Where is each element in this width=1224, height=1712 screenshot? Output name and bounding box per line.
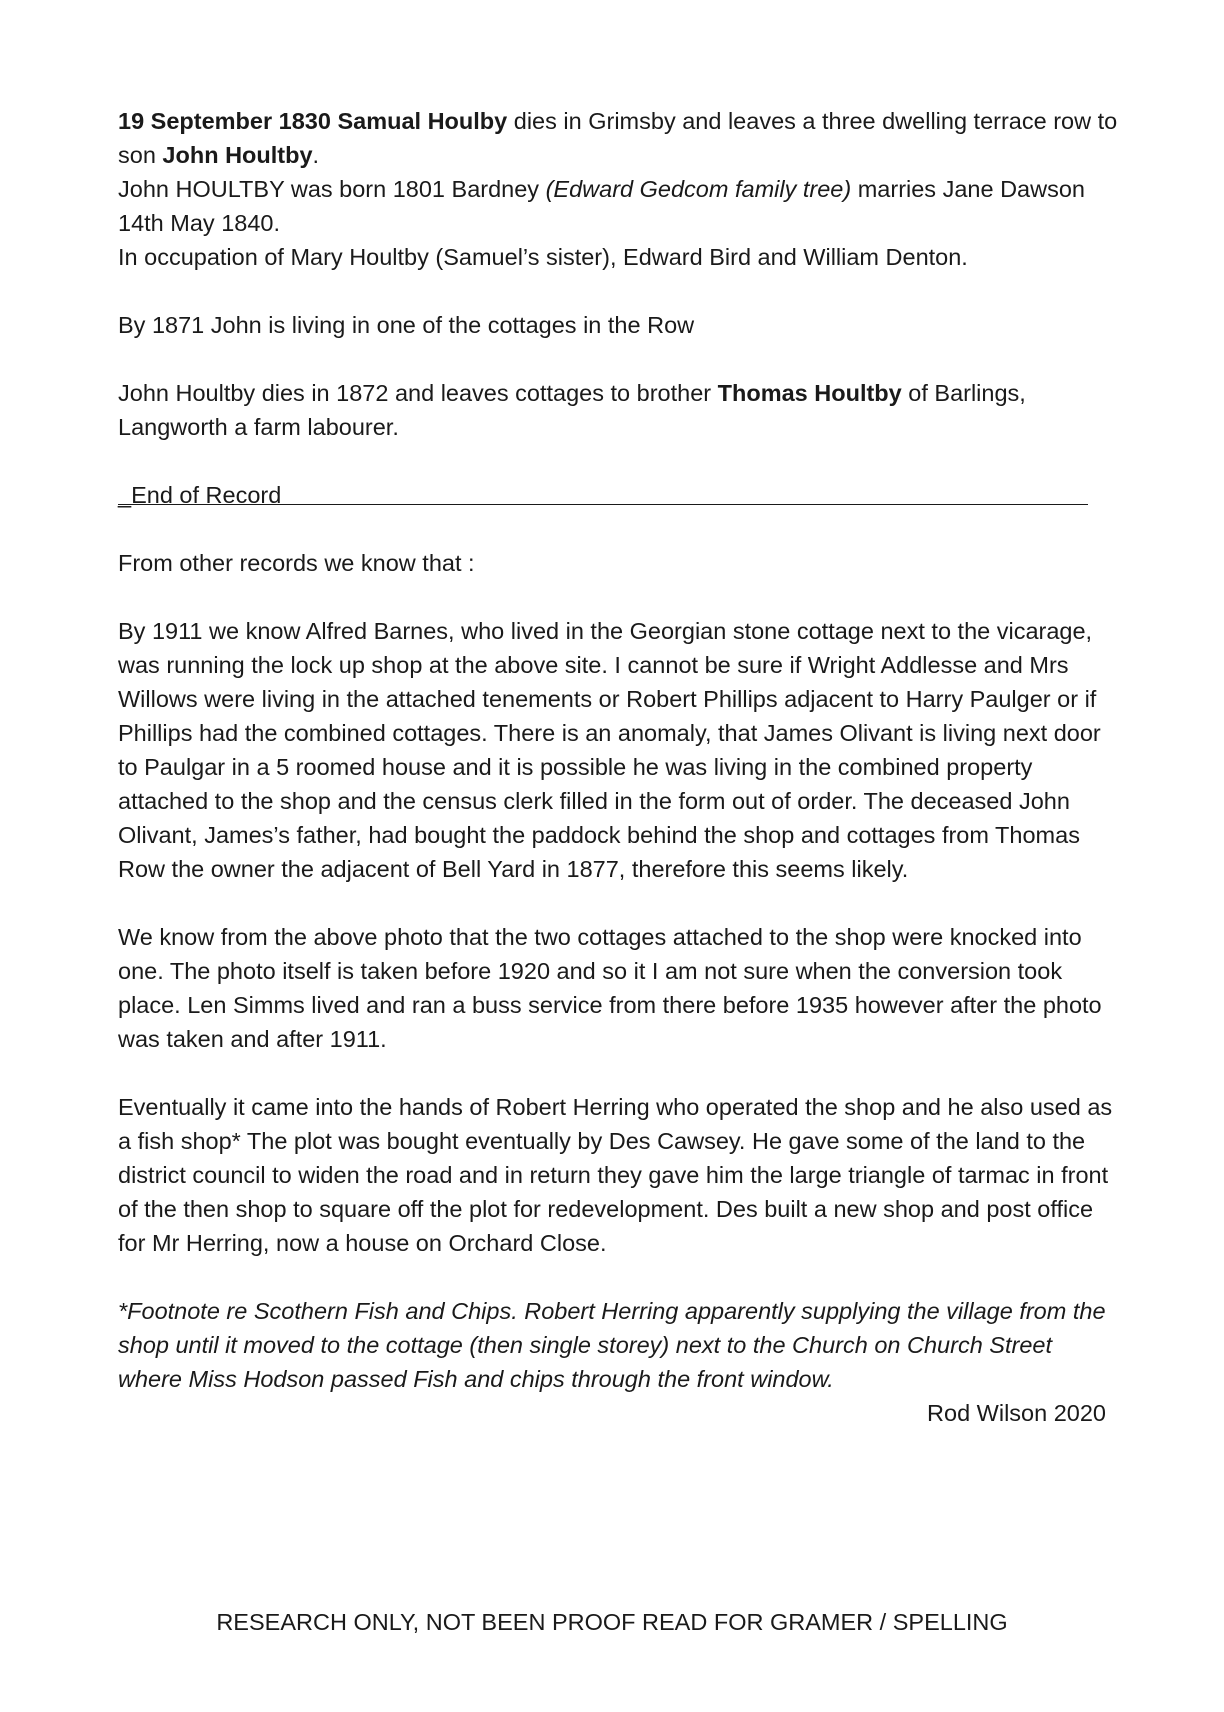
spacer — [118, 1056, 1118, 1090]
spacer — [118, 886, 1118, 920]
record-text: dies in Grimsby and leaves a three dwelling terrace row to son — [118, 108, 1118, 168]
disclaimer-footer: RESEARCH ONLY, NOT BEEN PROOF READ FOR GRAMER / SPELLING — [216, 1609, 1008, 1635]
birth-source: (Edward Gedcom family tree) — [545, 176, 852, 202]
spacer — [118, 274, 1118, 308]
record-birth-line — [118, 172, 1118, 240]
birth-text: John HOULTBY was born 1801 Bardney — [118, 176, 546, 202]
paragraph-photo: We know from the above photo that the two cottages attached to the shop were knocked into one. The photo itself is taken before 1920 and so it I am not sure when the conversion took place. Len Simms lived and ran a buss service from there before 1935 however after the photo was taken and after 1911. — [118, 924, 1102, 1052]
record-person-john: John Houltby — [162, 142, 313, 168]
paragraph-1911: By 1911 we know Alfred Barnes, who lived in the Georgian stone cottage next to the vicarage, was running the lock up shop at the above site. I cannot be sure if Wright Addlesse and Mrs Willows were living in the attached tenements or Robert Phillips adjacent to Harry Paulger or if Phillips had the combined cottages. There is an anomaly, that James Olivant is living next door to Paulgar in a 5 roomed house and it is possible he was living in the combined property attached to the shop and the census clerk filled in the form out of order. The deceased John Olivant, James’s father, had bought the paddock behind the shop and cottages from Thomas Row the owner the adjacent of Bell Yard in 1877, therefore this seems likely. — [118, 618, 1101, 882]
spacer — [118, 512, 1118, 546]
birth-marriage: marries Jane Dawson 14th May 1840. — [118, 176, 1085, 236]
record-text-end: . — [312, 142, 320, 168]
spacer — [118, 444, 1118, 478]
end-of-record-label: _End of Record — [118, 482, 282, 508]
record-paragraph — [118, 104, 1118, 172]
document-body — [118, 104, 1118, 1430]
record-date: 19 September 1830 — [118, 108, 331, 134]
other-records-intro: From other records we know that : — [118, 550, 475, 576]
record-occupation-line: In occupation of Mary Houltby (Samuel’s sister), Edward Bird and William Denton. — [118, 244, 968, 270]
author-signature: Rod Wilson 2020 — [927, 1400, 1106, 1426]
end-of-record-divider — [118, 478, 1118, 512]
spacer — [118, 1260, 1118, 1294]
spacer — [118, 342, 1118, 376]
paragraph-1871: By 1871 John is living in one of the cottages in the Row — [118, 312, 695, 338]
spacer — [118, 580, 1118, 614]
underline-rule — [118, 504, 1088, 505]
footnote: *Footnote re Scothern Fish and Chips. Robert Herring apparently supplying the village from the shop until it moved to the cottage (then single storey) next to the Church on Church Street where Miss Hodson passed Fish and chips through the front window. — [118, 1298, 1106, 1392]
para-1872-person: Thomas Houltby — [717, 380, 902, 406]
paragraph-herring: Eventually it came into the hands of Robert Herring who operated the shop and he also used as a fish shop* The plot was bought eventually by Des Cawsey. He gave some of the land to the district council to widen the road and in return they gave him the large triangle of tarmac in front of the then shop to square off the plot for redevelopment. Des built a new shop and post office for Mr Herring, now a house on Orchard Close. — [118, 1094, 1113, 1256]
paragraph-1872 — [118, 376, 1118, 444]
record-person-samual: Samual Houlby — [337, 108, 508, 134]
para-1872-text: John Houltby dies in 1872 and leaves cottages to brother — [118, 380, 718, 406]
para-1872-text-end: of Barlings, Langworth a farm labourer. — [118, 380, 1026, 440]
